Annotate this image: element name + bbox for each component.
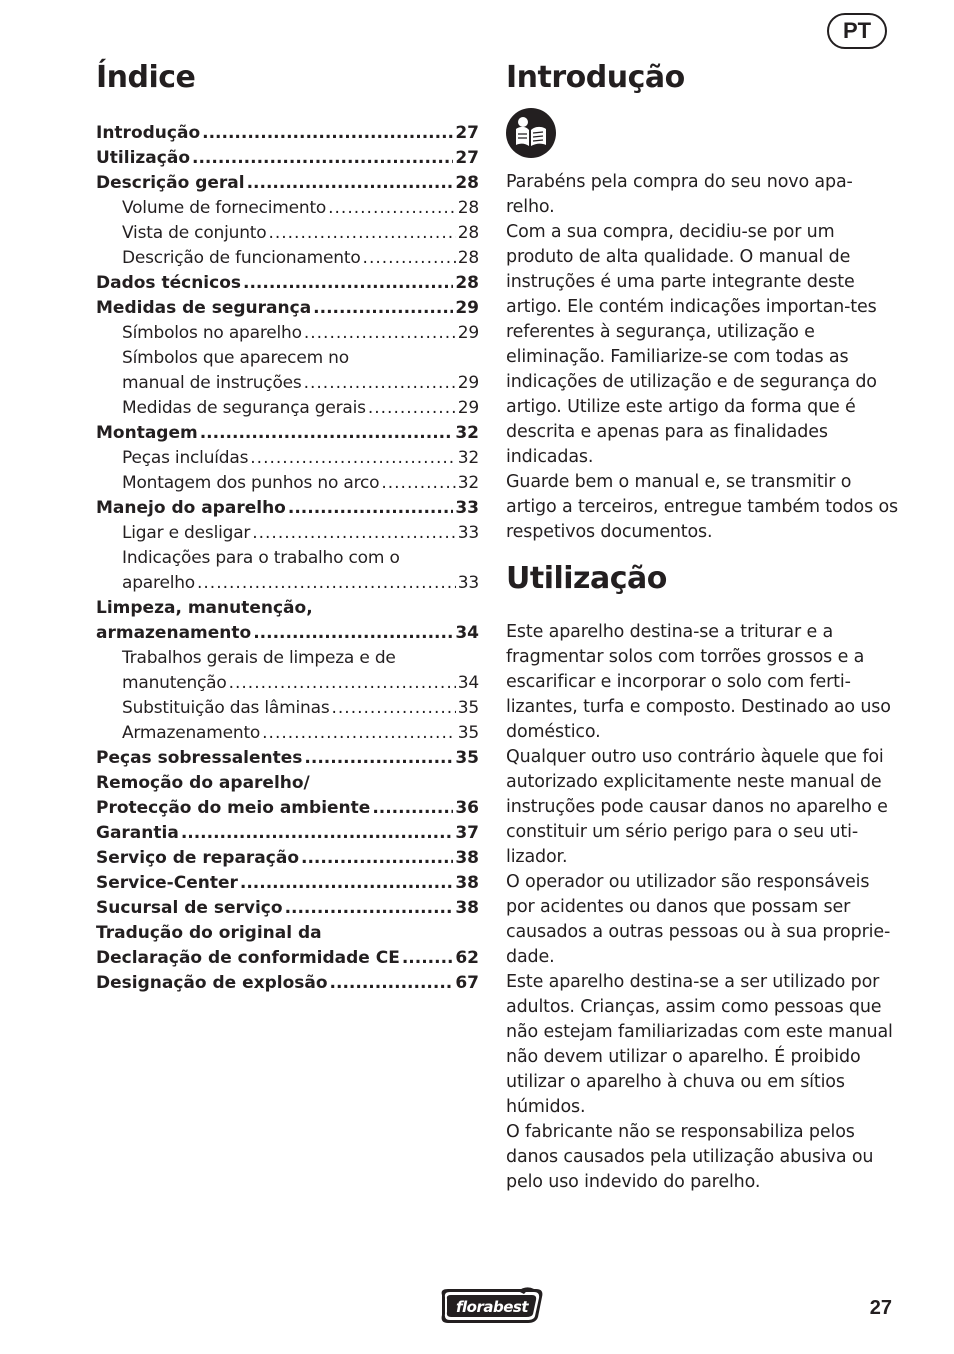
toc-entry-page: 33	[457, 523, 479, 543]
toc-entry-page: 27	[455, 123, 479, 143]
toc-entry-label: Descrição de funcionamento	[122, 248, 361, 268]
toc-entry-label: Peças sobressalentes	[96, 748, 303, 768]
toc-entry	[96, 444, 479, 469]
toc-entry	[96, 669, 479, 694]
toc-leader-dots	[229, 672, 456, 694]
toc-entry-page: 38	[455, 873, 479, 893]
page-number: 27	[869, 1297, 892, 1319]
toc-entry-page: 29	[457, 398, 479, 418]
toc-entry	[96, 969, 479, 994]
toc-entry	[96, 794, 479, 819]
toc-entry	[96, 494, 479, 519]
toc-leader-dots	[331, 697, 455, 719]
toc-entry-page: 33	[455, 498, 479, 518]
toc-entry-page: 28	[455, 173, 479, 193]
toc-leader-dots	[252, 522, 456, 544]
toc-entry-label: Garantia	[96, 823, 179, 843]
toc-entry-page: 34	[455, 623, 479, 643]
toc-entry	[96, 694, 479, 719]
toc-entry	[96, 894, 479, 919]
toc-entry-label: Símbolos no aparelho	[122, 323, 302, 343]
toc-leader-dots	[253, 622, 453, 644]
intro-paragraph: Parabéns pela compra do seu novo apa-relho.	[506, 172, 853, 217]
intro-paragraph: Com a sua compra, decidiu-se por um produto de alta qualidade. O manual de instruções é uma parte integrante deste artigo. Ele contém indicações importan-tes referentes à segurança, utilização e eliminação. Familiarize-se com todas as indicações de utilização e de segurança do artigo. Utilize este artigo da forma que é descrita e apenas para as finalidades indicadas.	[506, 222, 877, 467]
table-of-contents	[96, 119, 479, 994]
toc-entry	[96, 194, 479, 219]
toc-entry-label: Limpeza, manutenção,	[96, 598, 313, 618]
toc-entry-label: Manejo do aparelho	[96, 498, 286, 518]
toc-entry	[96, 519, 479, 544]
toc-leader-dots	[243, 272, 453, 294]
toc-leader-dots	[202, 122, 453, 144]
toc-entry-label: Ligar e desligar	[122, 523, 251, 543]
toc-entry	[96, 319, 479, 344]
toc-entry-label: Volume de fornecimento	[122, 198, 327, 218]
toc-entry-page: 35	[455, 748, 479, 768]
toc-leader-dots	[181, 822, 454, 844]
toc-leader-dots	[304, 322, 456, 344]
toc-leader-dots	[250, 447, 456, 469]
toc-entry	[96, 369, 479, 394]
toc-entry-label: Símbolos que aparecem no	[122, 348, 349, 368]
toc-entry-page: 28	[457, 223, 479, 243]
toc-leader-dots	[197, 572, 456, 594]
toc-entry-page: 28	[457, 248, 479, 268]
toc-leader-dots	[368, 397, 456, 419]
toc-entry-label: Introdução	[96, 123, 201, 143]
toc-entry	[96, 819, 479, 844]
toc-entry-label: Montagem	[96, 423, 198, 443]
toc-entry	[96, 744, 479, 769]
florabest-logo	[438, 1285, 548, 1325]
toc-entry-page: 34	[457, 673, 479, 693]
toc-entry-page: 28	[455, 273, 479, 293]
toc-entry-label: Indicações para o trabalho com o	[122, 548, 400, 568]
intro-paragraph: Guarde bem o manual e, se transmitir o artigo a terceiros, entregue também todos os respetivos documentos.	[506, 472, 898, 542]
toc-entry-label: aparelho	[122, 573, 195, 593]
toc-entry-page: 32	[457, 473, 479, 493]
toc-entry-page: 62	[455, 948, 479, 968]
toc-entry	[96, 469, 479, 494]
toc-entry	[96, 394, 479, 419]
usage-body	[506, 620, 898, 1195]
toc-entry-label: Designação de explosão	[96, 973, 328, 993]
toc-entry	[96, 719, 479, 744]
toc-leader-dots	[313, 297, 453, 319]
toc-entry-page: 28	[457, 198, 479, 218]
toc-entry	[96, 844, 479, 869]
toc-leader-dots	[240, 872, 453, 894]
toc-entry-label: Substituição das lâminas	[122, 698, 330, 718]
toc-entry	[96, 119, 479, 144]
usage-paragraph: O operador ou utilizador são responsáveis por acidentes ou danos que possam ser causados a outras pessoas ou à sua proprie-dade.	[506, 872, 891, 967]
toc-entry-label: Trabalhos gerais de limpeza e de	[122, 648, 396, 668]
toc-entry-page: 35	[457, 698, 479, 718]
read-manual-icon	[506, 108, 556, 158]
toc-leader-dots	[328, 197, 456, 219]
toc-entry	[96, 594, 479, 619]
toc-leader-dots	[288, 497, 453, 519]
toc-leader-dots	[402, 947, 453, 969]
toc-entry	[96, 944, 479, 969]
toc-leader-dots	[247, 172, 454, 194]
toc-entry-label: Tradução do original da	[96, 923, 322, 943]
svg-text:florabest: florabest	[455, 1298, 529, 1316]
toc-leader-dots	[381, 472, 455, 494]
toc-entry-page: 29	[457, 323, 479, 343]
toc-entry-label: Montagem dos punhos no arco	[122, 473, 380, 493]
toc-entry	[96, 344, 479, 369]
toc-entry-label: Remoção do aparelho/	[96, 773, 310, 793]
toc-entry-page: 35	[457, 723, 479, 743]
toc-entry	[96, 294, 479, 319]
toc-leader-dots	[192, 147, 453, 169]
usage-paragraph: Qualquer outro uso contrário àquele que foi autorizado explicitamente neste manual de instruções pode causar danos no aparelho e constituir um sério perigo para o seu uti-lizador.	[506, 747, 888, 867]
toc-entry	[96, 169, 479, 194]
toc-leader-dots	[304, 372, 456, 394]
toc-entry-label: manutenção	[122, 673, 227, 693]
toc-leader-dots	[330, 972, 454, 994]
usage-paragraph: O fabricante não se responsabiliza pelos danos causados pela utilização abusiva ou pelo uso indevido do parelho.	[506, 1122, 874, 1192]
toc-entry-label: Protecção do meio ambiente	[96, 798, 371, 818]
toc-leader-dots	[301, 847, 453, 869]
toc-entry	[96, 419, 479, 444]
toc-entry-page: 37	[455, 823, 479, 843]
toc-leader-dots	[304, 747, 453, 769]
toc-leader-dots	[285, 897, 454, 919]
toc-entry-label: Medidas de segurança	[96, 298, 312, 318]
toc-entry-label: Armazenamento	[122, 723, 261, 743]
toc-entry-label: Sucursal de serviço	[96, 898, 283, 918]
toc-entry	[96, 544, 479, 569]
toc-entry-label: manual de instruções	[122, 373, 302, 393]
usage-paragraph: Este aparelho destina-se a ser utilizado por adultos. Crianças, assim como pessoas que não estejam familiarizadas com este manual não devem utilizar o aparelho. É proibido utilizar o aparelho à chuva ou em sítios húmidos.	[506, 972, 893, 1117]
toc-entry-label: Peças incluídas	[122, 448, 249, 468]
toc-entry-label: Declaração de conformidade CE	[96, 948, 400, 968]
toc-entry-label: Service-Center	[96, 873, 238, 893]
toc-entry-label: Vista de conjunto	[122, 223, 267, 243]
toc-leader-dots	[363, 247, 456, 269]
toc-entry	[96, 919, 479, 944]
toc-entry-page: 29	[455, 298, 479, 318]
toc-entry-label: Dados técnicos	[96, 273, 242, 293]
toc-leader-dots	[268, 222, 455, 244]
toc-entry	[96, 644, 479, 669]
toc-title: Índice	[96, 60, 196, 95]
toc-entry-label: Descrição geral	[96, 173, 245, 193]
toc-entry-page: 67	[455, 973, 479, 993]
toc-entry-page: 29	[457, 373, 479, 393]
toc-entry-page: 33	[457, 573, 479, 593]
toc-entry-page: 32	[457, 448, 479, 468]
usage-paragraph: Este aparelho destina-se a triturar e a fragmentar solos com torrões grossos e a escarificar e incorporar o solo com ferti-lizantes, turfa e composto. Destinado ao uso doméstico.	[506, 622, 891, 742]
toc-entry	[96, 219, 479, 244]
toc-entry	[96, 619, 479, 644]
toc-entry	[96, 869, 479, 894]
intro-title: Introdução	[506, 60, 685, 95]
toc-entry-page: 27	[455, 148, 479, 168]
toc-entry	[96, 269, 479, 294]
toc-leader-dots	[200, 422, 454, 444]
toc-entry-label: armazenamento	[96, 623, 252, 643]
toc-entry-page: 38	[455, 848, 479, 868]
language-badge: PT	[827, 13, 887, 49]
toc-entry-label: Utilização	[96, 148, 191, 168]
toc-entry-label: Medidas de segurança gerais	[122, 398, 366, 418]
toc-entry	[96, 244, 479, 269]
toc-entry	[96, 769, 479, 794]
toc-entry-label: Serviço de reparação	[96, 848, 299, 868]
usage-title: Utilização	[506, 561, 667, 596]
toc-entry-page: 32	[455, 423, 479, 443]
toc-entry	[96, 569, 479, 594]
toc-entry-page: 38	[455, 898, 479, 918]
toc-entry	[96, 144, 479, 169]
toc-leader-dots	[372, 797, 453, 819]
intro-body	[506, 170, 898, 545]
toc-entry-page: 36	[455, 798, 479, 818]
toc-leader-dots	[262, 722, 456, 744]
